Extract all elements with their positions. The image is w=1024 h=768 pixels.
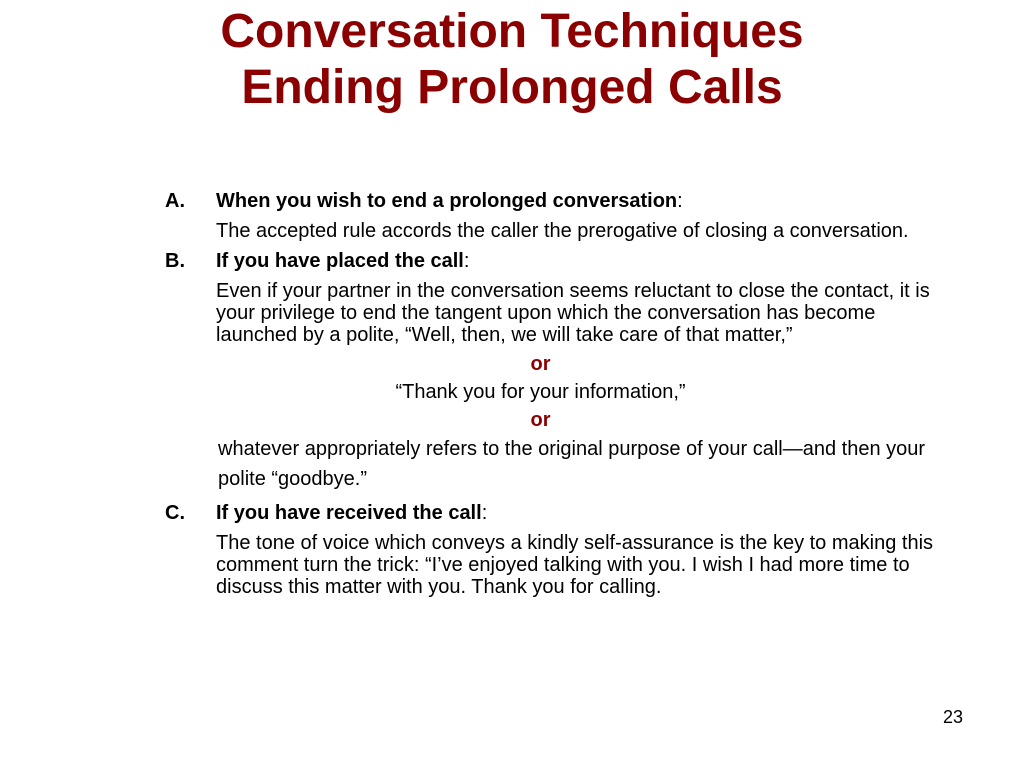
item-a-heading	[165, 186, 965, 216]
item-b-heading	[165, 246, 965, 276]
item-a-marker: A.	[165, 190, 185, 212]
item-b-body: Even if your partner in the conversation seems reluctant to close the contact, it is your privilege to end the tangent upon which the conversation has become launched by a polite, “Well, then, we will take care of that matter,”	[216, 280, 930, 346]
item-c-marker: C.	[165, 502, 185, 524]
page-number: 23	[942, 707, 963, 727]
item-a-title: When you wish to end a prolonged conversation	[216, 190, 678, 212]
item-b-colon: :	[463, 250, 470, 272]
item-c-colon: :	[481, 502, 488, 524]
item-b-title: If you have placed the call	[216, 250, 464, 272]
title-line-2: Ending Prolonged Calls	[241, 61, 783, 114]
item-a-colon: :	[677, 190, 683, 212]
title-line-1: Conversation Techniques	[220, 5, 804, 58]
item-b-or-2: or	[530, 409, 551, 431]
slide-title	[0, 4, 1024, 116]
item-b-or-1: or	[530, 353, 551, 375]
item-b-marker: B.	[165, 250, 185, 272]
item-b-closing: whatever appropriately refers to the original purpose of your call—and then your polite “goodbye.”	[218, 438, 926, 490]
item-c-heading	[165, 498, 965, 528]
item-b-quote: “Thank you for your information,”	[395, 381, 686, 403]
slide-body	[165, 186, 965, 598]
item-c-title: If you have received the call	[216, 502, 482, 524]
item-a-body: The accepted rule accords the caller the prerogative of closing a conversation.	[216, 220, 909, 242]
item-c-body: The tone of voice which conveys a kindly self-assurance is the key to making this comment turn the trick: “I’ve enjoyed talking with you. I wish I had more time to discuss this matter with you. Thank you for calling.	[216, 532, 934, 598]
